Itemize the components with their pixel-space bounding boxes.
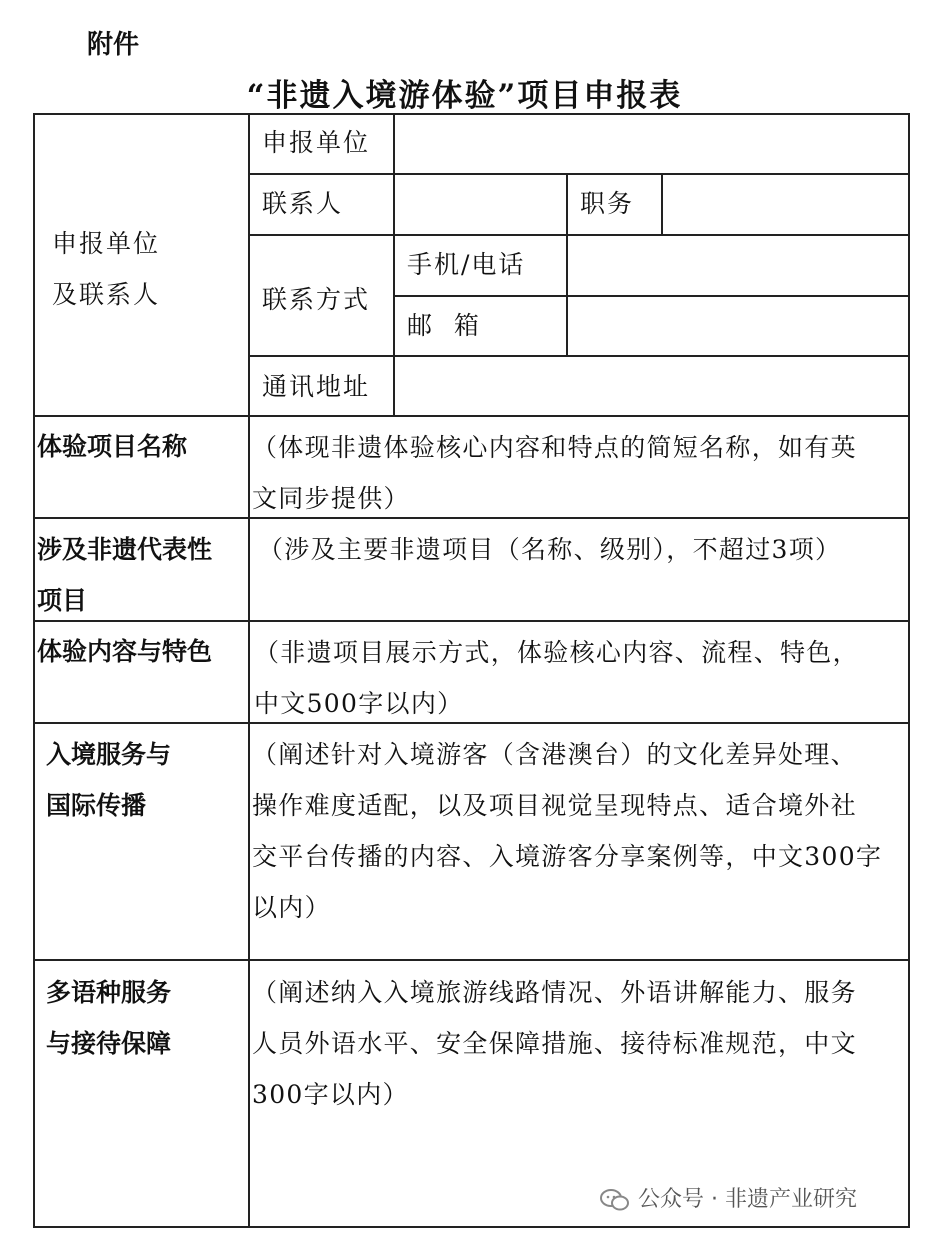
section-label-applicant-line2: 及联系人	[52, 280, 161, 309]
heritage-items-hint[interactable]: （涉及主要非遗项目（名称、级别），不超过3项）	[258, 535, 842, 564]
email-label: 邮 箱	[407, 311, 481, 340]
wechat-icon	[600, 1188, 630, 1212]
email-field[interactable]	[569, 298, 906, 354]
phone-field[interactable]	[569, 237, 906, 293]
watermark	[600, 1182, 857, 1213]
watermark-text: 公众号 · 非遗产业研究	[638, 1187, 857, 1212]
contact-person-label: 联系人	[262, 189, 344, 218]
attachment-label: 附件	[87, 30, 140, 60]
heritage-items-label: 涉及非遗代表性 项目	[37, 535, 213, 615]
address-field[interactable]	[396, 358, 906, 414]
multilingual-service-label: 多语种服务 与接待保障	[46, 978, 172, 1058]
inbound-service-label: 入境服务与 国际传播	[46, 740, 172, 820]
content-features-label: 体验内容与特色	[37, 637, 213, 666]
project-name-label: 体验项目名称	[37, 432, 188, 461]
applicant-unit-label: 申报单位	[262, 128, 371, 157]
position-label: 职务	[580, 189, 635, 218]
multilingual-service-hint[interactable]: （阐述纳入入境旅游线路情况、外语讲解能力、服务 人员外语水平、安全保障措施、接待标准规范，中文 300字以内）	[252, 978, 857, 1109]
section-label-applicant-line1: 申报单位	[52, 229, 161, 258]
inbound-service-hint[interactable]: （阐述针对入境游客（含港澳台）的文化差异处理、 操作难度适配，以及项目视觉呈现特点、适合境外社 交平台传播的内容、入境游客分享案例等，中文300字 以内）	[252, 740, 883, 922]
position-field[interactable]	[664, 176, 906, 232]
contact-person-field[interactable]	[396, 176, 564, 232]
applicant-unit-field[interactable]	[396, 116, 906, 172]
contact-method-label: 联系方式	[262, 285, 371, 314]
project-name-hint[interactable]: （体现非遗体验核心内容和特点的简短名称，如有英 文同步提供）	[252, 433, 857, 513]
address-label: 通讯地址	[262, 372, 371, 401]
phone-label: 手机/电话	[407, 250, 526, 279]
content-features-hint[interactable]: （非遗项目展示方式，体验核心内容、流程、特色， 中文500字以内）	[254, 638, 859, 718]
form-title: “非遗入境游体验”项目申报表	[246, 78, 683, 114]
